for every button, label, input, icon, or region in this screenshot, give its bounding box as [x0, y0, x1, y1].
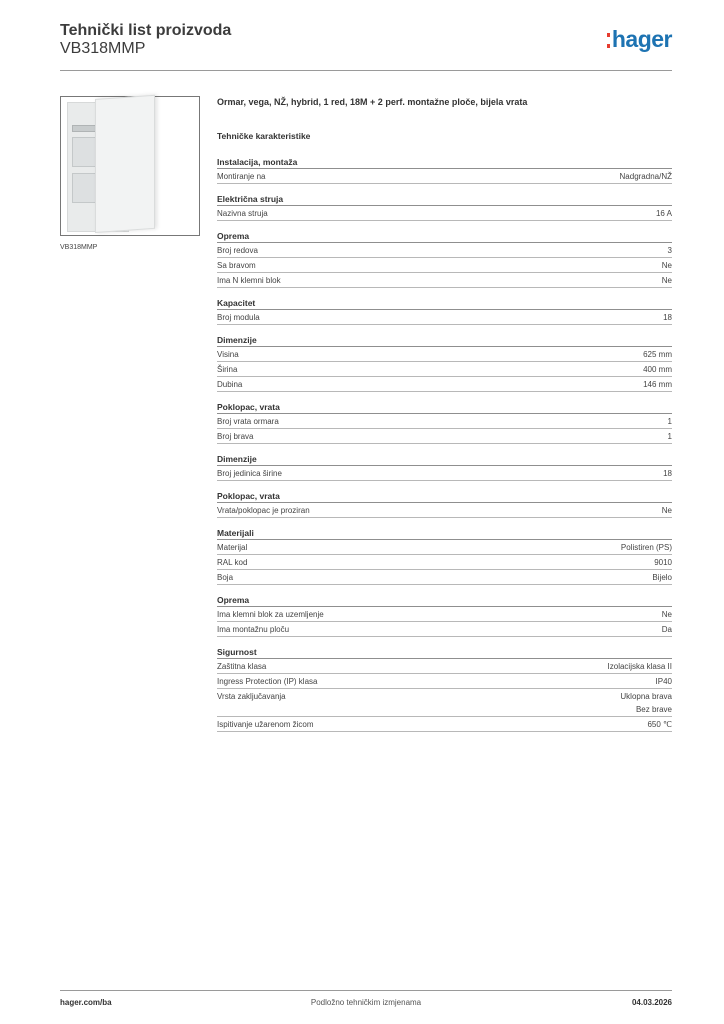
spec-label: Visina — [217, 350, 239, 359]
logo-mark-icon — [607, 33, 610, 48]
spec-section — [217, 453, 672, 481]
spec-section — [217, 230, 672, 288]
spec-value: 3 — [667, 246, 672, 255]
spec-label: Broj vrata ormara — [217, 417, 279, 426]
spec-heading: Tehničke karakteristike — [217, 131, 311, 141]
spec-label: Ima N klemni blok — [217, 276, 281, 285]
spec-label: Broj redova — [217, 246, 258, 255]
logo-text: hager — [611, 26, 672, 52]
section-title: Električna struja — [217, 193, 672, 206]
spec-row — [217, 466, 672, 481]
spec-label: Sa bravom — [217, 261, 256, 270]
spec-row — [217, 674, 672, 689]
section-title: Kapacitet — [217, 297, 672, 310]
spec-value: Ne — [661, 610, 672, 619]
spec-row — [217, 689, 672, 717]
spec-row — [217, 258, 672, 273]
spec-value: 625 mm — [643, 350, 672, 359]
cabinet-door — [95, 95, 155, 233]
spec-row — [217, 607, 672, 622]
spec-row — [217, 659, 672, 674]
spec-label: Broj modula — [217, 313, 260, 322]
spec-label: Materijal — [217, 543, 248, 552]
spec-label: Širina — [217, 365, 238, 374]
hager-logo — [607, 26, 672, 53]
spec-row — [217, 622, 672, 637]
spec-value: 18 — [663, 313, 672, 322]
spec-label: Dubina — [217, 380, 243, 389]
spec-label: Nazivna struja — [217, 209, 268, 218]
spec-row — [217, 243, 672, 258]
page-footer — [60, 990, 672, 1007]
spec-label: Boja — [217, 573, 234, 582]
spec-label: Broj brava — [217, 432, 254, 441]
spec-label: Montiranje na — [217, 172, 266, 181]
footer-notice: Podložno tehničkim izmjenama — [310, 998, 422, 1007]
spec-content — [217, 96, 672, 741]
spec-value: Bijelo — [652, 573, 672, 582]
spec-value: Ne — [661, 506, 672, 515]
spec-row — [217, 540, 672, 555]
spec-value: 1 — [667, 417, 672, 426]
section-title: Oprema — [217, 594, 672, 607]
spec-value: Ne — [661, 276, 672, 285]
spec-label: Zaštitna klasa — [217, 662, 267, 671]
spec-row — [217, 414, 672, 429]
section-title: Oprema — [217, 230, 672, 243]
product-description: Ormar, vega, NŽ, hybrid, 1 red, 18M + 2 perf. montažne ploče, bijela vrata — [217, 97, 528, 107]
spec-value: 1 — [667, 432, 672, 441]
spec-value: 400 mm — [643, 365, 672, 374]
section-title: Materijali — [217, 527, 672, 540]
spec-value: Ne — [661, 261, 672, 270]
spec-row — [217, 347, 672, 362]
spec-section — [217, 297, 672, 325]
spec-section — [217, 490, 672, 518]
spec-sections — [217, 156, 672, 732]
spec-section — [217, 527, 672, 585]
section-title: Poklopac, vrata — [217, 490, 672, 503]
footer-date: 04.03.2026 — [631, 998, 672, 1007]
spec-value: Uklopna brava Bez brave — [620, 692, 672, 714]
footer-website: hager.com/ba — [60, 998, 112, 1007]
spec-row — [217, 273, 672, 288]
section-title: Poklopac, vrata — [217, 401, 672, 414]
image-caption: VB318MMP — [60, 244, 98, 251]
spec-row — [217, 206, 672, 221]
spec-section — [217, 594, 672, 637]
spec-row — [217, 570, 672, 585]
spec-row — [217, 310, 672, 325]
spec-row — [217, 555, 672, 570]
spec-row — [217, 362, 672, 377]
page-header — [60, 20, 672, 71]
spec-value: 9010 — [654, 558, 672, 567]
document-title: Tehnički list proizvoda — [60, 22, 232, 39]
spec-row — [217, 429, 672, 444]
spec-label: Broj jedinica širine — [217, 469, 282, 478]
spec-row — [217, 169, 672, 184]
spec-section — [217, 156, 672, 184]
spec-label: Ispitivanje užarenom žicom — [217, 720, 314, 729]
spec-value: 16 A — [655, 209, 672, 218]
spec-label: Vrata/poklopac je proziran — [217, 506, 310, 515]
product-code: VB318MMP — [60, 40, 146, 57]
spec-value: Polistiren (PS) — [620, 543, 672, 552]
spec-label: Ima klemni blok za uzemljenje — [217, 610, 324, 619]
spec-value: 650 ℃ — [647, 720, 672, 729]
spec-value: IP40 — [655, 677, 672, 686]
spec-label: Vrsta zaključavanja — [217, 692, 286, 701]
spec-label: Ima montažnu ploču — [217, 625, 290, 634]
spec-section — [217, 193, 672, 221]
spec-section — [217, 401, 672, 444]
spec-value: 18 — [663, 469, 672, 478]
spec-row — [217, 717, 672, 732]
section-title: Instalacija, montaža — [217, 156, 672, 169]
section-title: Dimenzije — [217, 453, 672, 466]
spec-value: Da — [661, 625, 672, 634]
spec-row — [217, 503, 672, 518]
spec-section — [217, 334, 672, 392]
product-image — [60, 96, 200, 236]
spec-label: Ingress Protection (IP) klasa — [217, 677, 318, 686]
spec-value: 146 mm — [643, 380, 672, 389]
spec-value: Izolacijska klasa II — [607, 662, 672, 671]
spec-row — [217, 377, 672, 392]
spec-value: Nadgradna/NŽ — [619, 172, 672, 181]
section-title: Sigurnost — [217, 646, 672, 659]
spec-label: RAL kod — [217, 558, 248, 567]
section-title: Dimenzije — [217, 334, 672, 347]
spec-section — [217, 646, 672, 732]
